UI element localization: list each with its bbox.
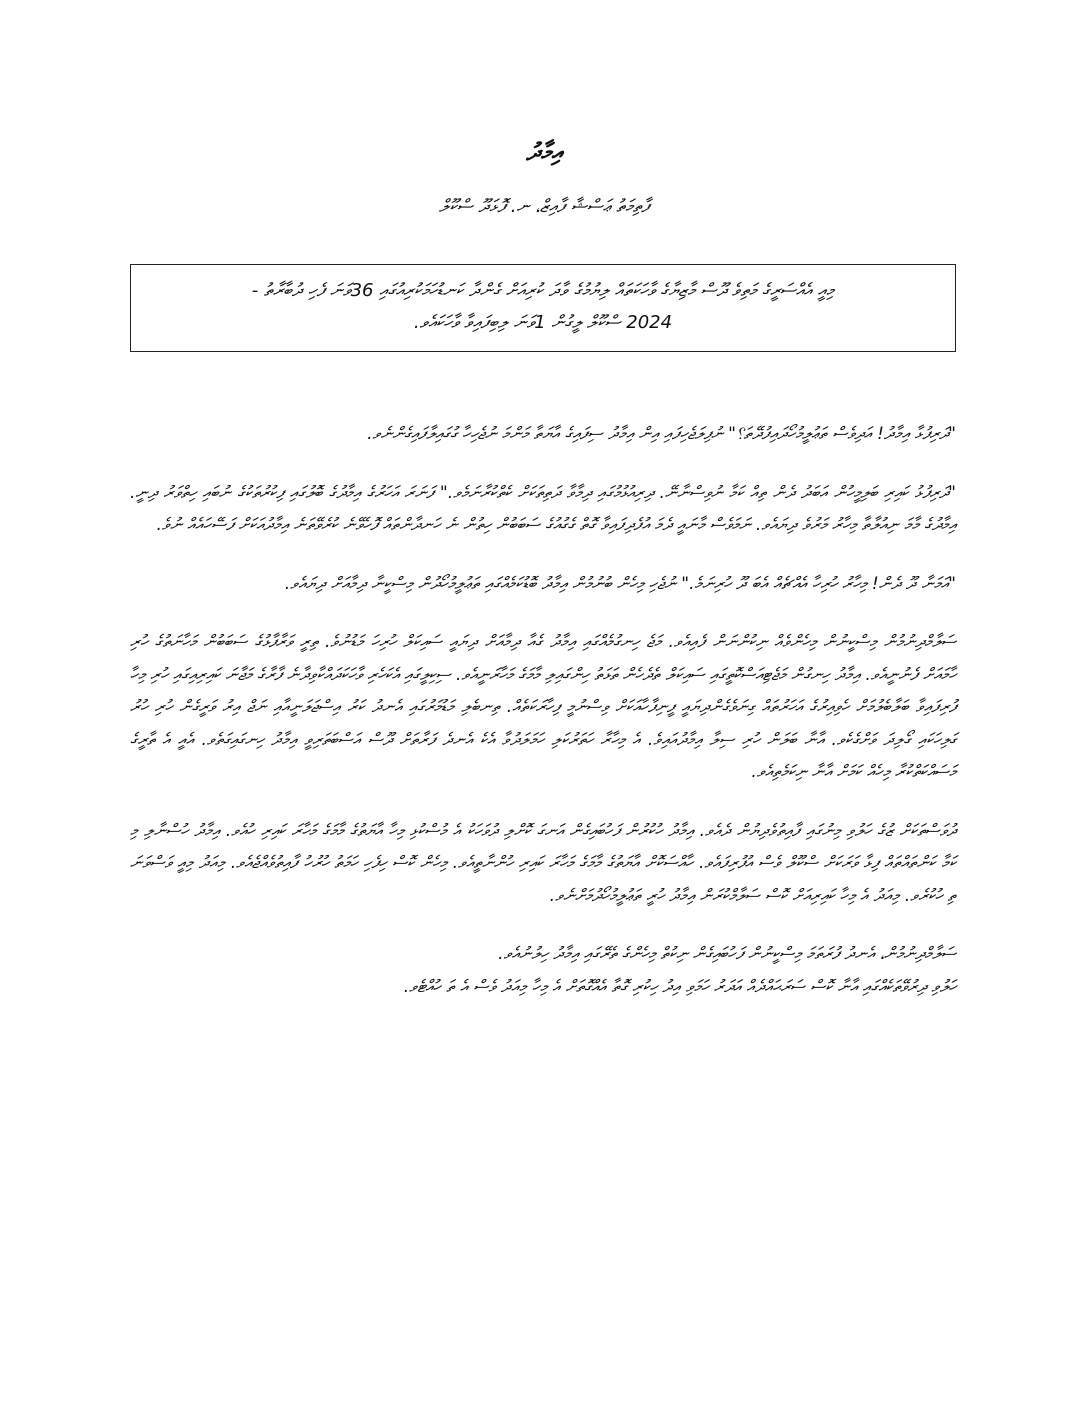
notice-line-2: 2024 ސްކޫލް ލީގުން 1ވަނަ ލިބިފައިވާ ވާހަކައެވ.	[413, 312, 673, 333]
award-notice-box	[130, 264, 956, 352]
story-body	[130, 418, 956, 1029]
notice-line-1: މިއީ އެއްސަރީގެ މަތިވެ ދޫސް މާޒިޔާގެ ވާހަކަތައް ލިޔުމުގެ ވާދަ ކުރިއަށް ގެންދާ ކަނޑުހަމަކުރިއުގައި 36ވަނަ ފެހި ދުބާރާތު -	[251, 280, 835, 301]
paragraph: "ދަރިފުޅު ކައިރި ބަލިމީހުން އަބަދު ދެން ތިއް ކަމާ ނުވިސްނާނޭ. ދިރިއުޅުމުގައި ދިމާވާ ދަތިތަކަށް ކެތްކުރާނަމެވ." ފަނަރަ އަހަރުގެ އިމާދުގެ ބޮލުގައި ފިކުރުތަކުގެ ނުބައި ހިތްވަރު ދިނީ. އިމާދުގެ މާމަ ނިއުލާތާ މިހާރު މަރުވެ ދިޔައެވ. ނަމަވެސް މާނައީ ދެމަ އުފެދިފައިވާ ގޮތް ގެގުއުގެ ސަބަބުން ހިތުން ނެ ހަނދާންތައް ފޮހެވޭނެ ކުރެވޭތަނެ އިމާދުއަކަށް ފަސޭހައެއް ނުވެ.	[130, 482, 956, 535]
author-byline: ފާތިމަތު ޢަސްޝާ ފާއިޒް، ނ. ފޮޅަދޫ ސްކޫލް	[438, 196, 650, 217]
paragraph: "އަމަނާ ދޫ ދެން! މިހާރު ހުރިހާ އެއްޗެއް އެބަ ދޫ ހުރިނަމެ." ނުޖެހި މިހެން ބުނުމުން އިމާދު ބޮޑުކަމެއްގައި ތަޢުލީމުހޯދުން މިސްކީނާ ދިމާއަށް ދިޔައެވ.	[284, 573, 956, 594]
paragraph: ސަލާމްދިނުމުން މިސްކީނުން މިހެންވެއް ނިކުންނަން ފެއިއެވ. މަޖެ ހިނގުމެއްގައި އިމާދު ގެއާ ދިމާއަށް ދިޔައީ ސައިކަލް ހުރިހަ މަޑުނުވެ. ތިރީ ވަރާފާޅުގެ ސަބަބުން މަހާނަތުގެ ހުރި ހާމައަށް ފެނުނީއެވ. އިމާދު ހިނގުން މަޖެޓިއަސްކޮތީގައި ސައިކަލް ތެދެހެން ތަޅަތު ހިންގައިލި މާމަގެ މަހާރަނީއެވ. ސިކިލީގައި އެކަހެރި ވާހަކަދައްކާވިދާނެ ފާރާގެ މަޖާނަ ކައިރިއިގައި ހުރި މިހާ ފުރިފައިވާ ބަލާބެލުމަށް ހެވިއިރުގެ އަހަރުތައް ގިނަވެގެންދިޔައީ ފީނިފާހާއަކަށް ވިސްނުމީ ފިހާރަކަތެއް. ތިނބެލި މަޑުމަރުގައި އެނދު ކަރު އިސްޖަލަނީއާއި ނަޖް އިރު ވަރީގެން ހުރި ހުރު ގަލިހަކައި ގޯލިދަ ވަށްގެކެވ. އާނާ ބަލަން ހުރި ސިލާ އިމާދުއައިވެ. އެ މިހާރާ ހަތަރުކަލި ހަމަލަދުވާ އެކެ އެނދެ ފަރާތަށް ދޫސް އަސްބަތަރިވީ އިމާދު ހިނގައިގަތެވ. އެއީ އެ ތާރީގެ މަސައްކަތްކުރާ މިހެއް ކަމަށް އާނާ ނިކަމެތިއެވ.	[130, 632, 956, 782]
paragraph: ދުވަސްތަކަށް ޒުގެ ހަލުވި މިނުގައި ފާއިތުވެދިޔުން ދެއެވ. އިމާދު ހުކުރުން ފަހުބައިގެން އަނގަ ކޮށްލި ދުވަހަކު އެ މުސްކުޅި މިހާ އާޔަތުގެ މާމަގެ މަހާރަ ކައިރި ހުއެވ. އިމާދު ހުސްނާލި މި ކަމާ ކަންތައްތައް ފިޅާ ވަރަކަށް ސްކޫލް ވެސް އުފުރިފައެވ. ހާއްސަކޮށް އާޔަތުގެ މާމަގެ މަހާރަ ކައިރި ހުންނާތީއެވ. މިހެން ކޮސް ހިފެހި ހަމަތު ހުރުހު ފާއިތުވެއްޖެއެވ. މިއަދު މިއީ ވަސްވަނަ ތި ހުކުރެވ. މިއަދު އެ މިހާ ކައިރިއަށް ކޮސް ސަލާމްކުރަން އިމާދު ހުރީ ތަޢުލީމުހޯދުމަށްނެވ.	[130, 820, 956, 906]
paragraph: "ދަރިފުޅާ އިމާދު! އަދިވެސް ތަޢުލީމުހޯދައިފުދޭތަ؟" ނުފިލަޖެހިފައި އިން އިމާދު ސިފައިގެ އާޔަތާ މަންމަ ނުޖެހިހާ ގުގައިލާފައިގެންނެވ.	[367, 424, 956, 444]
paragraph: ހަލުވި ދިރުވޭތަކެއްގައި އާނާ ކޮސް ސަރަޙައްދެއް އަދަރު ހަމަވި އިދު ހިކުރި ގޮތާ އެއްގޮތަށް އެ މިހާ މިއަދު ވެސް އެ ތަ ހުއްޓެވ.	[403, 976, 956, 997]
document-title: އިމާދު	[526, 138, 562, 166]
paragraph: ސަލާމްދިނުމުން، އެނދު ފުރަތަމަ މިސްކީނުން ފަހުބައިގެން ނިކުތް މިހެންގެ ތެރޭގައި އިމާދު ހިލުނުއެވ.	[498, 944, 956, 964]
